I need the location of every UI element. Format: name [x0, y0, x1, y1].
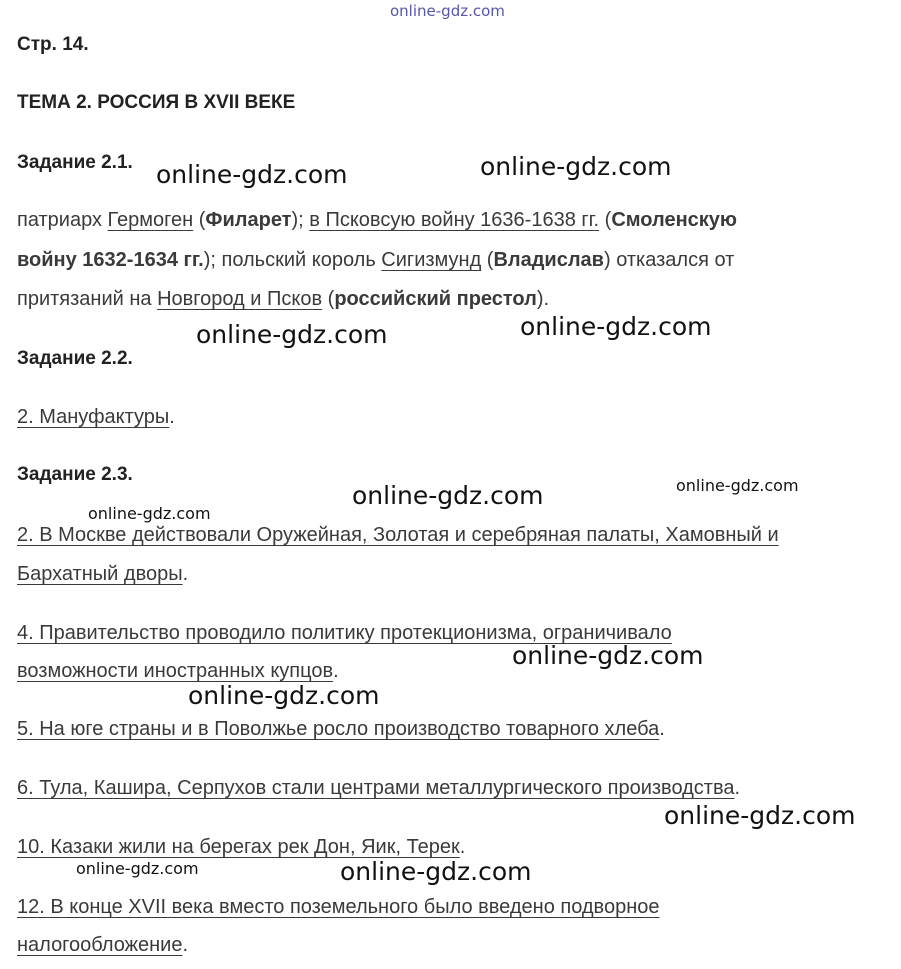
answer-text: 2. Мануфактуры [17, 406, 170, 428]
watermark: online-gdz.com [520, 312, 712, 341]
answer-germogen: Гермоген [107, 209, 194, 231]
period: . [169, 406, 175, 428]
text: ); [291, 209, 310, 231]
answer-text: Бархатный дворы [17, 563, 183, 585]
task-2-3-answer-6 [17, 768, 740, 808]
correction-filaret: Филарет [205, 209, 292, 231]
correction-smolensk-war: войну 1632-1634 гг. [17, 249, 204, 271]
answer-sigismund: Сигизмунд [381, 249, 482, 271]
correction-vladislav: Владислав [493, 249, 604, 271]
answer-text: 4. Правительство проводило политику протекционизма, ограничивало [17, 622, 672, 644]
watermark: online-gdz.com [76, 859, 199, 878]
watermark: online-gdz.com [188, 681, 380, 710]
text: ( [322, 288, 335, 310]
text: ) отказался от [603, 249, 735, 271]
task-2-3-answer-12-line-1 [17, 887, 660, 927]
task-2-2-answer [17, 397, 175, 437]
watermark: online-gdz.com [340, 857, 532, 886]
task-2-3-heading: Задание 2.3. [17, 464, 133, 485]
period: . [182, 563, 189, 585]
watermark: online-gdz.com [676, 476, 799, 495]
text: ); польский король [203, 249, 382, 271]
watermark: online-gdz.com [512, 641, 704, 670]
answer-text: 5. На юге страны и в Поволжье росло производство товарного хлеба [17, 718, 660, 740]
watermark: online-gdz.com [352, 481, 544, 510]
answer-pskov-war: в Псковсую войну 1636-1638 гг. [309, 209, 600, 231]
task-2-1-line-2 [17, 240, 734, 280]
answer-text: 6. Тула, Кашира, Серпухов стали центрами металлургического производства [17, 777, 735, 799]
text: ( [481, 249, 494, 271]
task-2-3-answer-2-line-2 [17, 554, 188, 594]
task-2-1-line-3 [17, 279, 549, 319]
task-2-3-answer-12-line-2 [17, 925, 188, 965]
task-2-3-answer-5 [17, 709, 665, 749]
text: патриарх [17, 209, 108, 231]
task-2-1-heading: Задание 2.1. [17, 152, 133, 173]
text: притязаний на [17, 288, 158, 310]
watermark: online-gdz.com [480, 152, 672, 181]
watermark: online-gdz.com [196, 320, 388, 349]
text: ). [536, 288, 550, 310]
watermark-top: online-gdz.com [390, 2, 505, 20]
period: . [459, 836, 466, 858]
answer-text: 2. В Москве действовали Оружейная, Золотая и серебряная палаты, Хамовный и [17, 524, 779, 546]
correction-smolensk: Смоленскую [611, 209, 737, 231]
period: . [333, 660, 339, 682]
watermark: online-gdz.com [88, 504, 211, 523]
period: . [659, 718, 665, 740]
correction-throne: российский престол [334, 288, 537, 310]
page-label: Стр. 14. [17, 34, 89, 55]
answer-text: 10. Казаки жили на берегах рек Дон, Яик, Терек [17, 836, 460, 858]
period: . [734, 777, 741, 799]
answer-novgorod-pskov: Новгород и Псков [157, 288, 323, 310]
watermark: online-gdz.com [664, 801, 856, 830]
topic-heading: ТЕМА 2. РОССИЯ В XVII ВЕКЕ [17, 92, 296, 113]
watermark: online-gdz.com [156, 160, 348, 189]
text: ( [599, 209, 612, 231]
answer-text: возможности иностранных купцов [17, 660, 334, 682]
answer-text: налогообложение [17, 934, 183, 956]
text: ( [193, 209, 206, 231]
task-2-2-heading: Задание 2.2. [17, 348, 133, 369]
task-2-1-line-1 [17, 200, 737, 240]
answer-text: 12. В конце XVII века вместо поземельного было введено подворное [17, 896, 660, 918]
period: . [182, 934, 189, 956]
